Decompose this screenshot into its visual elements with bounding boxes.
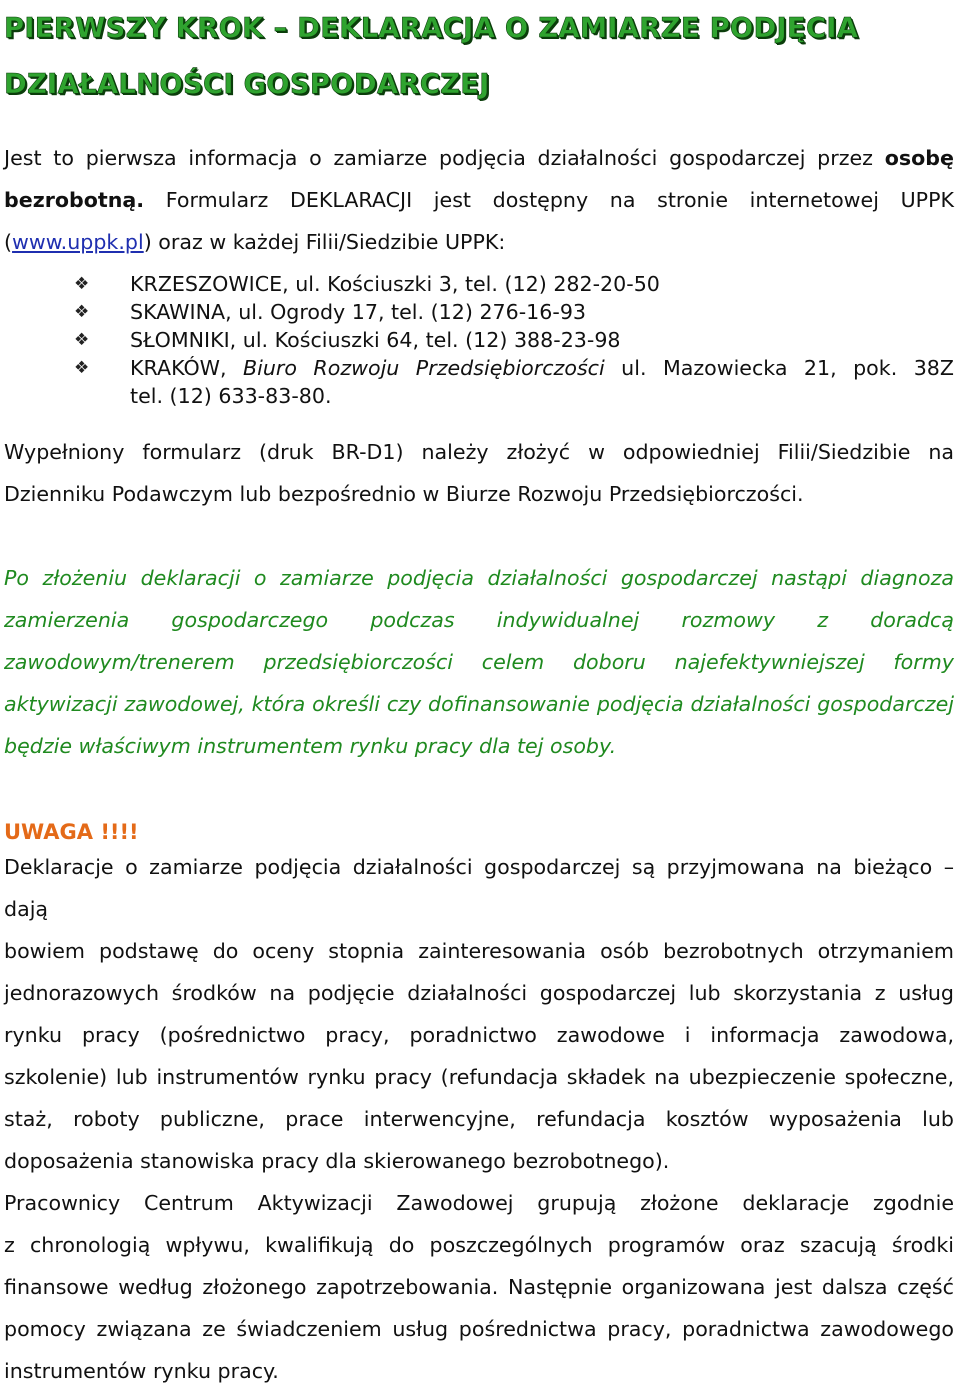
diamond-bullet-icon: ❖ [74,330,90,350]
branch-office-name: Biuro Rozwoju Przedsiębiorczości [243,356,605,380]
paren-open: ( [4,230,13,254]
page-title [4,0,954,112]
uppk-link[interactable]: www.uppk.pl [12,230,144,254]
warning-line: z chronologią wpływu, kwalifikują do poszczególnych programów oraz szacują środki [4,1233,954,1257]
warning-paragraph-1 [4,846,954,1182]
diamond-bullet-icon: ❖ [74,302,90,322]
intro-paragraph [4,137,954,263]
list-item [4,298,954,326]
diagnosis-line: Po złożeniu deklaracji o zamiarze podjęcia działalności gospodarczej nastąpi diagnoza [4,566,954,590]
filled-form-line-2: Dzienniku Podawczym lub bezpośrednio w Biurze Rozwoju Przedsiębiorczości. [4,482,804,506]
warning-line: staż, roboty publiczne, prace interwencyjne, refundacja kosztów wyposażenia lub [4,1107,954,1131]
diamond-bullet-icon: ❖ [74,358,90,378]
branch-text: KRZESZOWICE, ul. Kościuszki 3, tel. (12) 282-20-50 [130,272,660,296]
warning-line: pomocy związana ze świadczeniem usług pośrednictwa pracy, poradnictwa zawodowego [4,1317,954,1341]
list-item [4,354,954,410]
diagnosis-line: zawodowym/trenerem przedsiębiorczości celem doboru najefektywniejszej formy [4,650,954,674]
list-item [4,270,954,298]
branch-text: KRAKÓW, [130,356,244,380]
diagnosis-line: aktywizacji zawodowej, która określi czy dofinansowanie podjęcia działalności gospodarczej [4,692,954,716]
branch-text: SKAWINA, ul. Ogrody 17, tel. (12) 276-16-93 [130,300,587,324]
warning-line: szkolenie) lub instrumentów rynku pracy (refundacja składek na ubezpieczenie społeczne, [4,1065,954,1089]
warning-line: bowiem podstawę do oceny stopnia zainteresowania osób bezrobotnych otrzymaniem [4,939,954,963]
filled-form-line-1: Wypełniony formularz (druk BR-D1) należy złożyć w odpowiedniej Filii/Siedzibie na [4,440,954,464]
warning-line: doposażenia stanowiska pracy dla skierowanego bezrobotnego). [4,1149,670,1173]
intro-text-3: ) oraz w każdej Filii/Siedzibie UPPK: [143,230,506,254]
intro-line-1 [4,137,954,179]
warning-line: Pracownicy Centrum Aktywizacji Zawodowej grupują złożone deklaracje zgodnie [4,1191,954,1215]
branch-krakow-line-1 [130,354,954,382]
diamond-bullet-icon: ❖ [74,274,90,294]
warning-line: finansowe według złożonego zapotrzebowania. Następnie organizowana jest dalsza część [4,1275,954,1299]
diagnosis-line: będzie właściwym instrumentem rynku pracy dla tej osoby. [4,734,617,758]
branch-list [4,270,954,410]
intro-line-3 [4,221,954,263]
intro-line-2 [4,179,954,221]
warning-paragraph-2 [4,1182,954,1392]
branch-text: SŁOMNIKI, ul. Kościuszki 64, tel. (12) 388-23-98 [130,328,621,352]
branch-phone: tel. (12) 633-83-80. [130,384,332,408]
branch-address: ul. Mazowiecka 21, pok. 38Z [604,356,955,380]
diagnosis-paragraph [4,557,954,767]
warning-label: UWAGA !!!! [4,820,139,844]
intro-bold-2: bezrobotną. [4,188,145,212]
warning-line: instrumentów rynku pracy. [4,1359,279,1383]
diagnosis-line: zamierzenia gospodarczego podczas indywidualnej rozmowy z doradcą [4,608,954,632]
intro-text-2: Formularz DEKLARACJI jest dostępny na stronie internetowej UPPK [144,188,954,212]
list-item [4,326,954,354]
intro-bold-1: osobę [884,146,954,170]
filled-form-paragraph [4,431,954,515]
warning-line: Deklaracje o zamiarze podjęcia działalności gospodarczej są przyjmowana na bieżąco – dają [4,855,954,921]
title-line-2: DZIAŁALNOŚCI GOSPODARCZEJ [4,68,490,100]
warning-line: rynku pracy (pośrednictwo pracy, poradnictwo zawodowe i informacja zawodowa, [4,1023,954,1047]
title-line-1: PIERWSZY KROK – DEKLARACJA O ZAMIARZE PODJĘCIA [4,12,859,44]
intro-text-1: Jest to pierwsza informacja o zamiarze podjęcia działalności gospodarczej przez [4,146,885,170]
warning-line: jednorazowych środków na podjęcie działalności gospodarczej lub skorzystania z usług [4,981,954,1005]
